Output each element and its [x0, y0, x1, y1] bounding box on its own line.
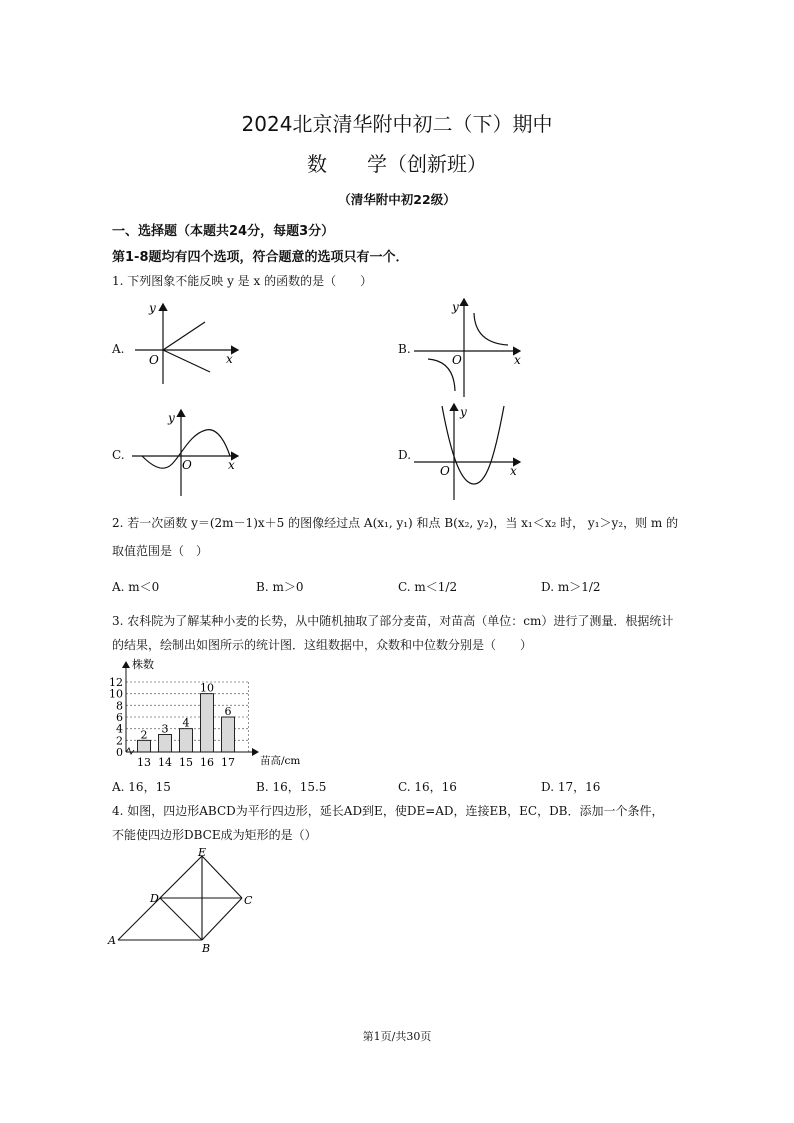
q2-option-d: D. m＞1/2 [541, 580, 601, 594]
q4-geometry-figure [104, 846, 264, 956]
bar-16 [201, 694, 214, 752]
ray-up [163, 322, 205, 350]
y-tick-label: 0 [116, 746, 123, 759]
origin-label: O [182, 458, 192, 472]
ray-down [163, 350, 210, 372]
x-tick-label: 13 [137, 756, 151, 768]
bar-value-label: 10 [200, 681, 214, 695]
parabola [442, 406, 504, 484]
y-label: y [452, 300, 459, 314]
x-label: x [228, 458, 235, 472]
origin-label: O [149, 353, 159, 367]
hyperbola-branch-1 [474, 313, 508, 345]
point-E-label: E [198, 846, 207, 859]
section-instruction: 第1-8题均有四个选项，符合题意的选项只有一个． [112, 250, 409, 265]
subject-title: 数 学（创新班） [307, 152, 487, 176]
y-tick-label: 2 [116, 734, 123, 748]
y-tick-label: 6 [116, 711, 123, 724]
q2-option-b: B. m＞0 [256, 580, 304, 594]
segment-EC [202, 856, 242, 898]
chart-ylabel: 株数 [132, 658, 154, 671]
bar-value-label: 6 [224, 705, 232, 718]
x-label: x [514, 353, 521, 367]
bar-14 [159, 735, 172, 753]
q2-option-c: C. m＜1/2 [398, 580, 458, 594]
bar-17 [222, 717, 235, 752]
question-2-stem-line1: 2. 若一次函数 y＝(2m－1)x＋5 的图像经过点 A(x₁, y₁) 和点 B(x₂, y₂)，当 x₁＜x₂ 时， y₁＞y₂，则 m 的 [112, 516, 679, 530]
x-tick-label: 16 [200, 756, 214, 768]
page-title: 2024北京清华附中初二（下）期中 [241, 112, 553, 136]
q3-option-a: A. 16，15 [112, 780, 171, 794]
q1-option-c-label: C. [112, 448, 125, 462]
point-B-label: B [202, 942, 211, 955]
question-3-stem-line1: 3. 农科院为了解某种小麦的长势，从中随机抽取了部分麦苗，对苗高（单位：cm）进行了测量．根据统计 [112, 614, 674, 628]
question-4-stem-line1: 4. 如图，四边形ABCD为平行四边形，延长AD到E，使DE=AD，连接EB，EC，DB．添加一个条件， [112, 804, 664, 818]
question-4-stem-line2: 不能使四边形DBCE成为矩形的是（） [112, 828, 317, 842]
question-3-stem-line2: 的结果，绘制出如图所示的统计图．这组数据中，众数和中位数分别是（ ） [112, 638, 533, 652]
q1-graph-c [130, 406, 245, 498]
page-footer: 第1页/共30页 [362, 1030, 432, 1043]
origin-label: O [452, 353, 462, 367]
chart-ticks [109, 676, 235, 768]
y-label: y [149, 301, 156, 315]
x-label: x [510, 464, 517, 478]
y-tick-label: 4 [116, 722, 123, 736]
bar-13 [138, 740, 151, 752]
bar-value-label: 3 [161, 722, 169, 736]
section-heading: 一、选择题（本题共24分，每题3分） [112, 224, 335, 239]
origin-label: O [440, 464, 450, 478]
question-1-stem: 1. 下列图象不能反映 y 是 x 的函数的是（ ） [112, 274, 373, 288]
q1-option-d-label: D. [398, 448, 412, 462]
y-tick-label: 8 [116, 699, 123, 713]
chart-xlabel: 苗高/cm [260, 755, 301, 767]
q3-option-b: B. 16，15.5 [256, 780, 327, 794]
q1-graph-a [130, 298, 250, 388]
q3-option-c: C. 16，16 [398, 780, 457, 794]
q3-option-d: D. 17，16 [541, 780, 601, 794]
segment-BC [202, 898, 242, 940]
q2-option-a: A. m＜0 [112, 580, 160, 594]
y-tick-label: 12 [109, 676, 123, 689]
grade-subtitle: （清华附中初22级） [338, 192, 456, 207]
question-2-stem-line2: 取值范围是（ ） [112, 544, 209, 558]
x-tick-label: 14 [158, 756, 172, 768]
point-D-label: D [150, 892, 159, 905]
bar-value-label: 4 [182, 716, 190, 730]
point-C-label: C [244, 894, 253, 907]
bar-value-label: 2 [140, 728, 148, 742]
y-label: y [168, 411, 175, 425]
q3-bar-chart [108, 656, 308, 768]
q1-option-b-label: B. [398, 342, 411, 356]
bar-15 [180, 729, 193, 752]
x-tick-label: 15 [179, 756, 193, 768]
x-label: x [226, 352, 233, 366]
q1-graph-b [412, 295, 527, 400]
point-A-label: A [108, 934, 116, 947]
hyperbola-branch-2 [428, 359, 455, 391]
q1-graph-d [412, 400, 527, 505]
segment-DB [160, 898, 202, 940]
y-label: y [460, 405, 467, 419]
q1-option-a-label: A. [112, 342, 125, 356]
y-tick-label: 10 [109, 687, 123, 701]
x-tick-label: 17 [221, 756, 235, 768]
axis-break-icon [126, 748, 134, 754]
